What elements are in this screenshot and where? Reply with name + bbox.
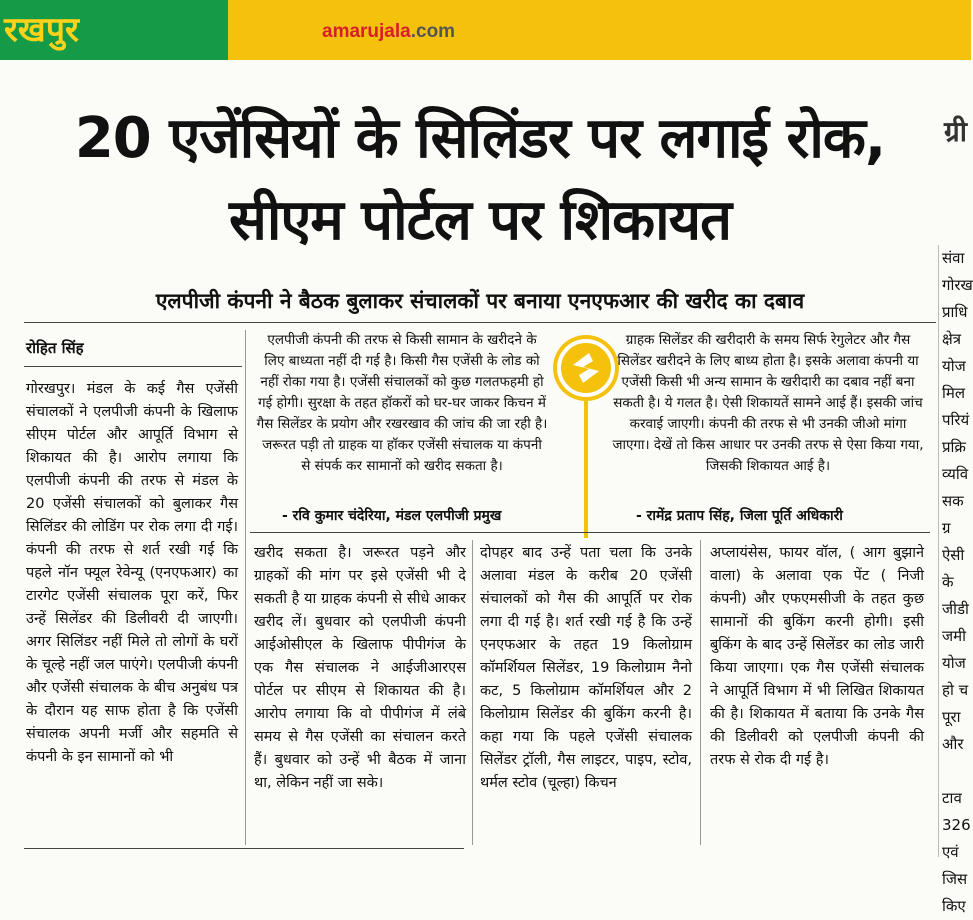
column-2-text: खरीद सकता है। जरूरत पड़ने और ग्राहकों की मांग पर इसे एजेंसी भी दे सकती है या ग्राहक कंपनी से सीधे आकर खरीद लें। बुधवार को एलपीजी कंपनी आईओसीएल के खिलाफ पीपीगंज के एक गैस संचालक ने आईजीआरएस पोर्टल पर सीएम से शिकायत की है। आरोप लगाया कि वो पीपीगंज में लंबे समय से गैस एजेंसी का संचालन करते हैं। बुधवार को उन्हें भी बैठक में जाना था, लेकिन नहीं जा सके। (254, 545, 466, 791)
brand-tld: .com (410, 21, 456, 42)
brand-name: amarujala (322, 21, 411, 42)
byline: रोहित सिंह (26, 339, 84, 357)
side-line: जीडी (942, 600, 969, 618)
side-line: एवं (942, 843, 959, 861)
side-line: योज (942, 357, 966, 375)
side-line: के (942, 573, 954, 591)
side-line: जिस (942, 870, 968, 888)
quote-right-text: ग्राहक सिलेंडर की खरीदारी के समय सिर्फ रेगुलेटर और गैस सिलेंडर खरीदने के लिए बाध्य होता है। इसके अलावा कंपनी या एजेंसी किसी भी अन्य सामान के खरीदारी का दबाव नहीं बना सकती है। ये गलत है। ऐसी शिकायतें सामने आई हैं। इसकी जांच करवाई जाएगी। कंपनी की तरफ से भी उनकी जीओ मांगा जाएगा। देखें तो किस आधार पर उनकी तरफ से ऐसा किया गया, जिसकी शिकायत आई है। (612, 332, 924, 474)
brand-logo[interactable] (322, 21, 455, 43)
side-line: सक (942, 492, 964, 510)
side-line: पूरा (942, 708, 961, 726)
side-line: जमी (942, 627, 966, 645)
article-column-1 (26, 378, 238, 848)
column-3-text: दोपहर बाद उन्हें पता चला कि उनके अलावा मंडल के करीब 20 एजेंसी संचालकों को गैस की आपूर्ति पर रोक लगा दी गई है। शर्त रखी गई है कि उन्हें एनएफआर के तहत 19 किलोग्राम कॉमर्शियल सिलेंडर, 19 किलोग्राम नैनो कट, 5 किलोग्राम कॉमर्शियल और 2 किलोग्राम सिलेंडर की बुकिंग करनी है। कहा गया कि पहले एजेंसी संचालक सिलेंडर ट्रॉली, गैस लाइटर, पाइप, स्टोव, थर्मल स्टोव (चूल्हा) किचन (480, 545, 692, 791)
column-divider-1 (245, 330, 246, 845)
article-column-4 (710, 542, 924, 844)
article-column-2 (254, 542, 466, 844)
divider-bottom (24, 848, 464, 849)
side-line: गोरख (942, 276, 973, 294)
divider-byline (24, 366, 242, 367)
quote-left-text: एलपीजी कंपनी की तरफ से किसी सामान के खरीदने के लिए बाध्यता नहीं दी गई है। किसी गैस एजेंसी के लोड को नहीं रोका गया है। एजेंसी संचालकों को कुछ गलतफहमी हो गई होगी। सुरक्षा के तहत हॉकरों को घर-घर जाकर किचन में गैस सिलेंडर के प्रयोग और रखरखाव की जांच की जा रही है। जरूरत पड़ी तो ग्राहक या हॉकर एजेंसी संचालक या कंपनी से संपर्क कर सामानों को खरीद सकता है। (256, 332, 548, 474)
side-line: व्यवि (942, 465, 969, 483)
side-line (939, 758, 972, 785)
divider-top (24, 322, 936, 323)
column-1-text: गोरखपुर। मंडल के कई गैस एजेंसी संचालकों ने एलपीजी कंपनी के खिलाफ सीएम पोर्टल और आपूर्ति विभाग से शिकायत की है। आरोप लगाया कि एलपीजी कंपनी की तरफ से मंडल के 20 एजेंसी संचालकों को बुलाकर गैस सिलिंडर की लोडिंग पर रोक लगा दी गई। कंपनी की तरफ से शर्त रखी गई कि पहले नॉन फ्यूल रेवेन्यू (एनएफआर) का टारगेट एजेंसी संचालक पूरा करें, फिर उन्हें सिलेंडर की डिलीवरी दी जाएगी। अगर सिलिंडर नहीं मिले तो लोगों के घरों के चूल्हे नहीं जल पाएंगे। एलपीजी कंपनी और एजेंसी संचालक के बीच अनुबंध पत्र के दौरान यह साफ होता है कि एजेंसी संचालक अपनी मर्जी और सहमति से कंपनी के इन सामानों को भी (26, 381, 238, 765)
side-line: क्षेत्र (942, 330, 962, 348)
city-label: रखपुर (0, 0, 228, 60)
side-line: संवा (942, 249, 965, 267)
column-divider-2 (472, 540, 473, 845)
headline: 20 एजेंसियों के सिलिंडर पर लगाई रोक, सीएम पोर्टल पर शिकायत (74, 106, 886, 253)
quote-right-signature: - रामेंद्र प्रताप सिंह, जिला पूर्ति अधिकारी (636, 508, 843, 524)
side-line: हो च (942, 681, 969, 699)
column-4-text: अप्लायंसेस, फायर वॉल, ( आग बुझाने वाला) के अलावा एक पेंट ( निजी कंपनी) और एफएमसीजी के तहत कुछ सामानों की बुकिंग करनी होगी। इसी बुकिंग के बाद उन्हें सिलेंडर का लोड जारी किया जाएगा। एक गैस एजेंसी संचालक ने आपूर्ति विभाग में भी लिखित शिकायत की है। शिकायत में बताया कि उनके गैस की डिलीवरी को एलपीजी कंपनी की तरफ से रोक दी गई है। (710, 545, 924, 768)
logo-stem (584, 398, 588, 538)
side-line: और (942, 735, 964, 753)
side-line: ग्र (942, 519, 951, 537)
quote-left-signature: - रवि कुमार चंदेरिया, मंडल एलपीजी प्रमुख (282, 508, 502, 524)
side-line: योज (942, 654, 966, 672)
subheadline: एलपीजी कंपनी ने बैठक बुलाकर संचालकों पर बनाया एनएफआर की खरीद का दबाव (155, 289, 805, 313)
article-column-3 (480, 542, 692, 844)
divider-quotes (250, 532, 930, 533)
side-line: 326 (942, 816, 971, 834)
side-line: टाव (942, 789, 962, 807)
side-line: प्राधि (942, 303, 968, 321)
side-line: परियं (942, 411, 970, 429)
side-line: किए (942, 897, 966, 915)
column-divider-3 (700, 540, 701, 845)
side-line: प्रक्रि (942, 438, 966, 456)
side-line: ऐसी (942, 546, 965, 564)
adjacent-article-fragment (938, 245, 973, 915)
amar-ujala-logo-icon (553, 335, 619, 401)
side-line: मिल (942, 384, 966, 402)
side-headline-fragment: ग्री (944, 115, 968, 148)
